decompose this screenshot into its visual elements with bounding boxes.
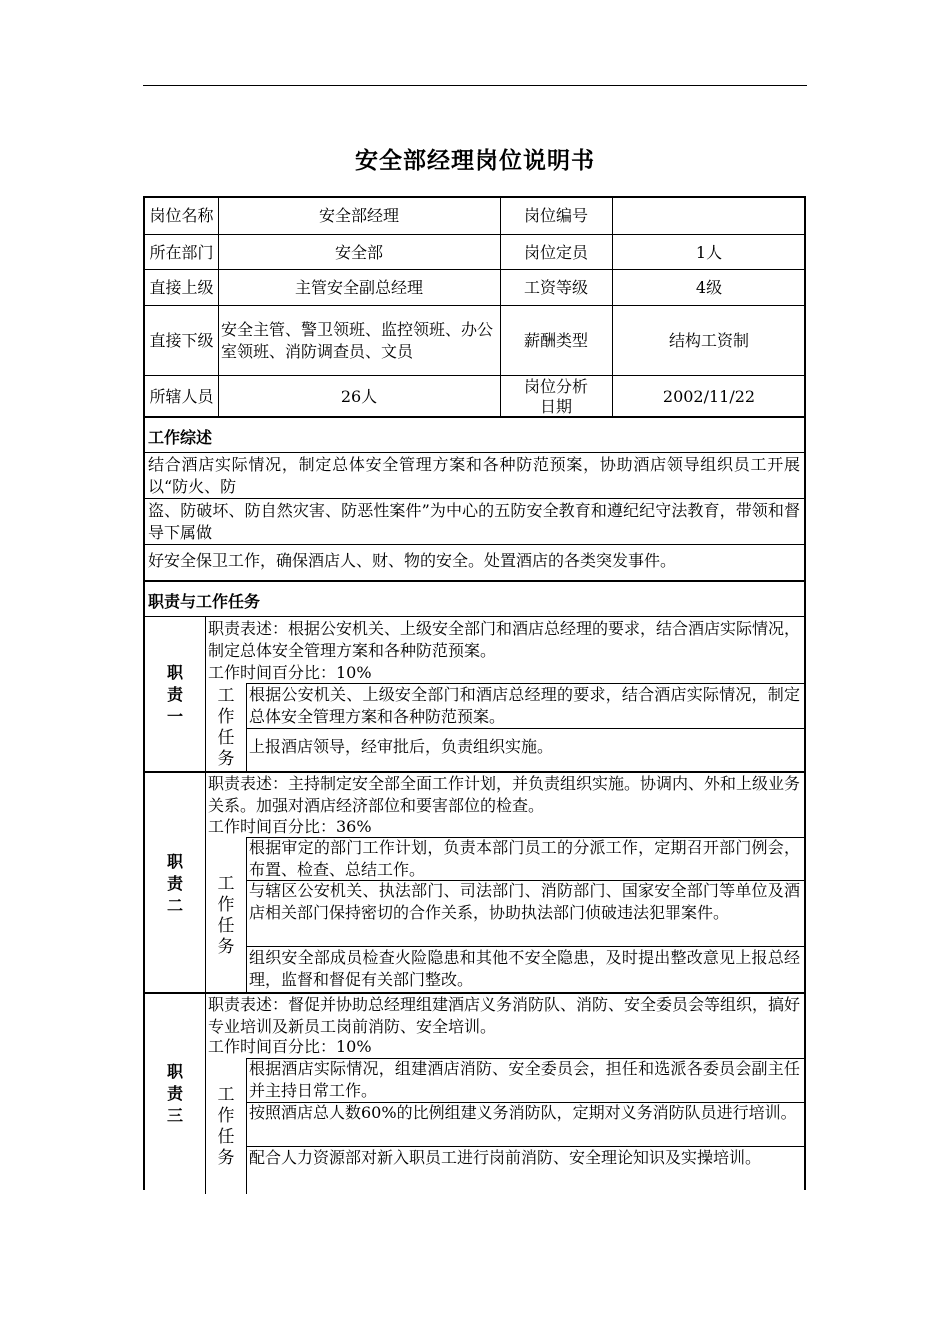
info-row: [145, 234, 804, 270]
duty-description: 职责表述：督促并协助总经理组建酒店义务消防队、消防、安全委员会等组织，搞好专业培训及新员工岗前消防、安全培训。: [208, 995, 801, 1036]
duty-label: 职 责 三: [166, 1062, 183, 1125]
summary-row: [145, 498, 804, 545]
task-item: 根据酒店实际情况，组建酒店消防、安全委员会，担任和选派各委员会副主任并主持日常工作。: [249, 1059, 800, 1100]
info-label: 岗位名称: [149, 206, 214, 225]
summary-text: 盗、防破坏、防自然灾害、防恶性案件”为中心的五防安全教育和遵纪纪守法教育，带领和督导下属做: [148, 501, 800, 542]
summary-heading-row: [145, 416, 804, 454]
header-rule: [143, 85, 807, 86]
duty-label: 职 责 一: [166, 662, 183, 726]
duty-block: [145, 771, 804, 994]
task-label: 工 作 任 务: [217, 1084, 235, 1168]
info-label: 所在部门: [149, 242, 214, 262]
duty-time-percent: 工作时间百分比：10%: [208, 663, 372, 682]
duty-description: 职责表述：根据公安机关、上级安全部门和酒店总经理的要求，结合酒店实际情况，制定总体安全管理方案和各种防范预案。: [208, 619, 801, 660]
info-label: 工资等级: [523, 278, 588, 297]
duty-label: 职 责 二: [166, 851, 183, 915]
info-label: 岗位编号: [523, 206, 588, 225]
task-item: 与辖区公安机关、执法部门、司法部门、消防部门、国家安全部门等单位及酒店相关部门保持密切的合作关系，协助执法部门侦破违法犯罪案件。: [249, 881, 800, 922]
info-label: 所辖人员: [149, 386, 214, 406]
info-value: 26人: [340, 386, 378, 406]
task-item: 按照酒店总人数60%的比例组建义务消防队，定期对义务消防队员进行培训。: [249, 1103, 797, 1122]
duties-heading-row: [145, 580, 804, 618]
task-item: 组织安全部成员检查火险隐患和其他不安全隐患，及时提出整改意见上报总经理，监督和督促有关部门整改。: [249, 948, 800, 989]
task-item: 根据审定的部门工作计划，负责本部门员工的分派工作，定期召开部门例会，布置、检查、总结工作。: [249, 838, 800, 879]
duties-heading: 职责与工作任务: [148, 591, 261, 611]
info-value: [612, 198, 806, 234]
info-row: [145, 269, 804, 306]
info-row: [145, 305, 804, 376]
job-description-table: [143, 196, 806, 1190]
info-value: 结构工资制: [668, 331, 749, 350]
info-row: [145, 198, 804, 234]
info-value: 安全部: [334, 242, 383, 262]
document-title: 安全部经理岗位说明书: [355, 148, 595, 174]
info-label: 直接下级: [149, 331, 214, 350]
task-label: 工 作 任 务: [217, 874, 235, 957]
task-label: 工 作 任 务: [217, 686, 235, 769]
summary-text: 好安全保卫工作，确保酒店人、财、物的安全。处置酒店的各类突发事件。: [148, 551, 677, 570]
info-value: 2002/11/22: [662, 386, 756, 406]
info-value: 安全部经理: [318, 206, 399, 225]
info-label: 薪酬类型: [523, 331, 588, 350]
info-label: 岗位定员: [523, 242, 588, 262]
info-value: 4级: [695, 278, 723, 297]
duty-block: [145, 992, 804, 1194]
info-value: 主管安全副总经理: [294, 278, 423, 297]
summary-row: [145, 544, 804, 581]
task-item: 上报酒店领导，经审批后，负责组织实施。: [249, 737, 554, 756]
duty-time-percent: 工作时间百分比：10%: [208, 1037, 372, 1056]
info-row: [145, 375, 804, 417]
task-item: 配合人力资源部对新入职员工进行岗前消防、安全理论知识及实操培训。: [249, 1148, 762, 1167]
duty-description: 职责表述：主持制定安全部全面工作计划，并负责组织实施。协调内、外和上级业务关系。加强对酒店经济部位和要害部位的检查。: [208, 774, 801, 815]
duty-block: [145, 616, 804, 772]
info-value: 安全主管、警卫领班、监控领班、办公室领班、消防调查员、文员: [221, 320, 494, 361]
info-value: 1人: [695, 242, 723, 262]
info-label: 直接上级: [149, 278, 214, 297]
summary-text: 结合酒店实际情况，制定总体安全管理方案和各种防范预案，协助酒店领导组织员工开展以“防火、防: [148, 455, 800, 496]
duty-time-percent: 工作时间百分比：36%: [208, 817, 372, 836]
summary-row: [145, 452, 804, 499]
task-item: 根据公安机关、上级安全部门和酒店总经理的要求，结合酒店实际情况，制定总体安全管理方案和各种防范预案。: [249, 685, 800, 726]
info-label: 岗位分析日期: [523, 376, 588, 416]
summary-heading: 工作综述: [148, 427, 213, 447]
